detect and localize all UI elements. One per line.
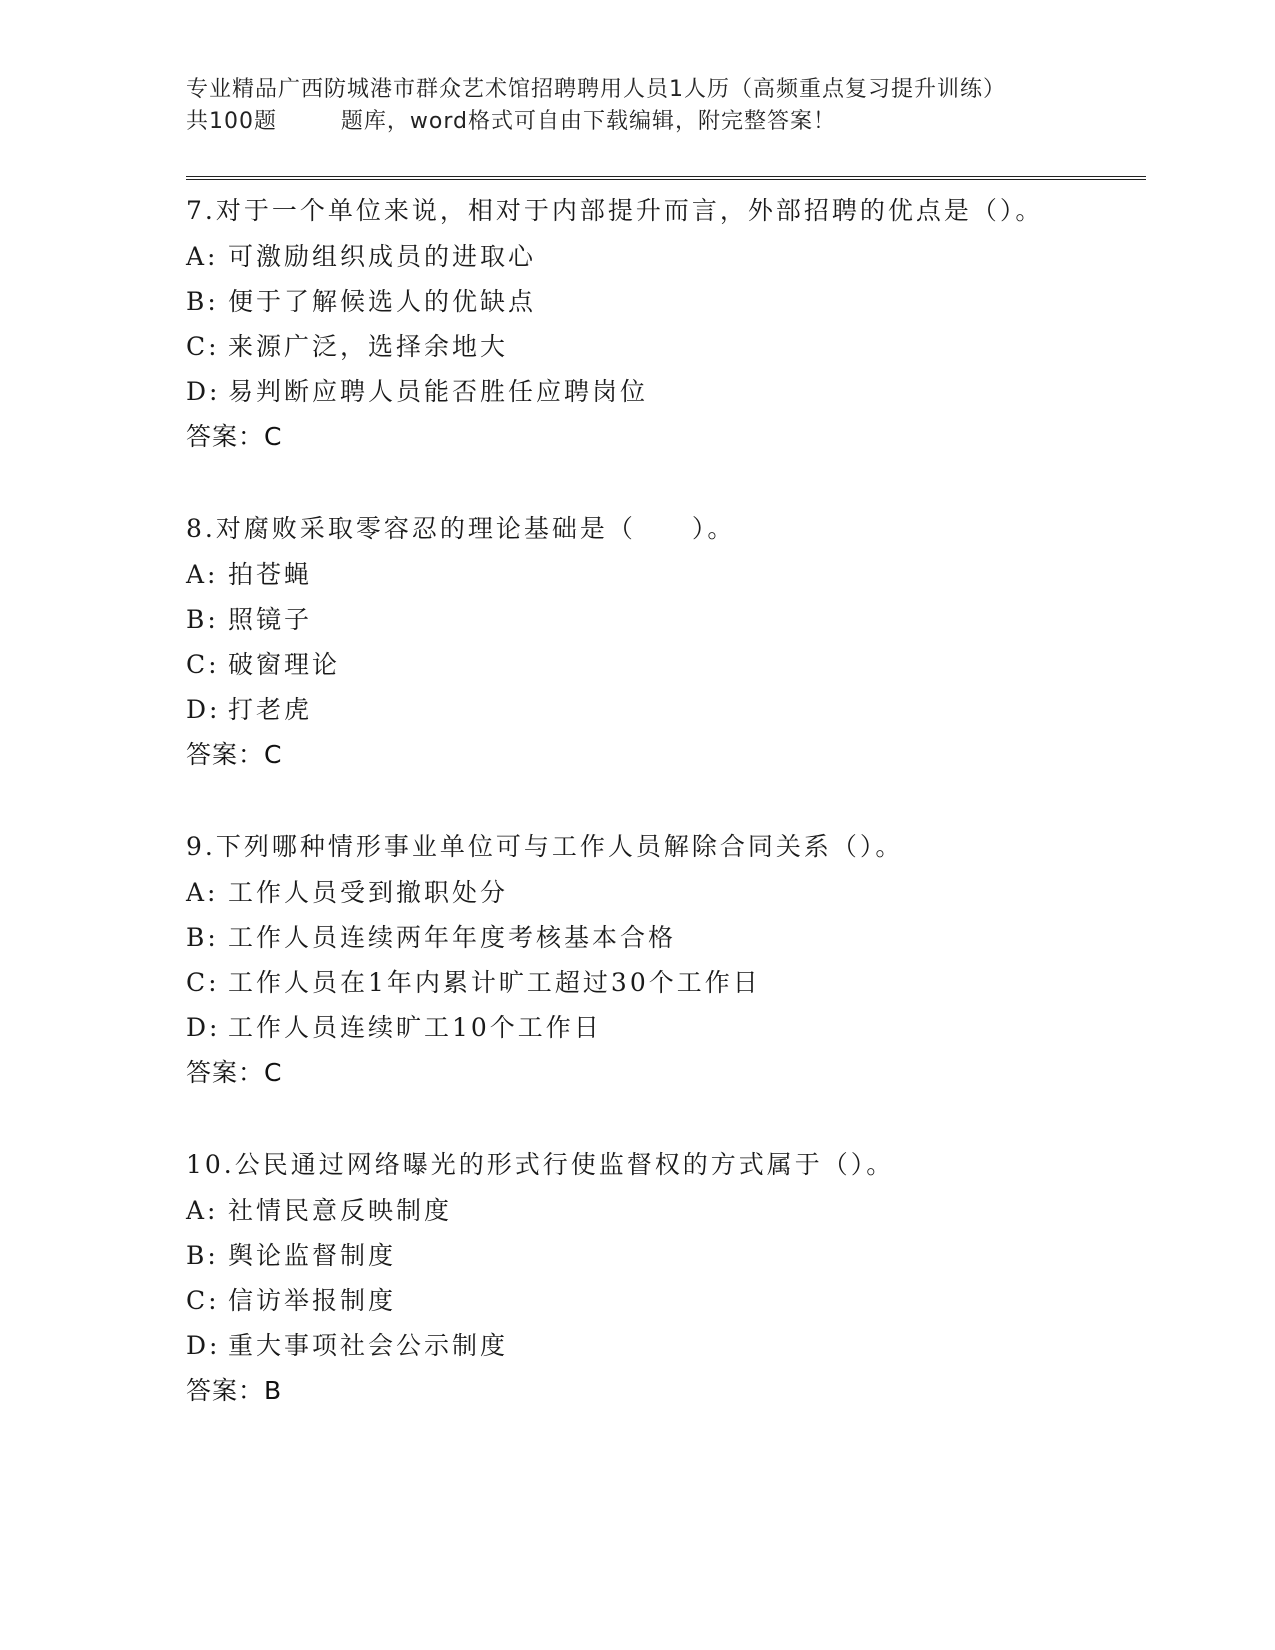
option-text: 舆论监督制度 bbox=[228, 1241, 397, 1270]
option-text: 易判断应聘人员能否胜任应聘岗位 bbox=[228, 377, 649, 406]
option-label: C: bbox=[186, 332, 220, 361]
option-b bbox=[186, 915, 1146, 960]
option-label: B: bbox=[186, 1241, 219, 1270]
question-text: 10.公民通过网络曝光的形式行使监督权的方式属于（）。 bbox=[186, 1150, 895, 1179]
option-c bbox=[186, 642, 1146, 687]
option-text: 工作人员在1年内累计旷工超过30个工作日 bbox=[228, 968, 761, 997]
option-text: 便于了解候选人的优缺点 bbox=[228, 287, 537, 316]
option-text: 打老虎 bbox=[228, 695, 313, 724]
option-text: 拍苍蝇 bbox=[228, 560, 313, 589]
option-text: 破窗理论 bbox=[228, 650, 341, 679]
header-subtitle-line: 共100题 题库，word格式可自由下载编辑，附完整答案！ bbox=[186, 109, 837, 134]
option-text: 来源广泛，选择余地大 bbox=[228, 332, 509, 361]
option-label: A: bbox=[186, 242, 219, 271]
option-text: 工作人员连续两年年度考核基本合格 bbox=[228, 923, 677, 952]
option-label: A: bbox=[186, 560, 219, 589]
question-text: 8.对腐败采取零容忍的理论基础是（ ）。 bbox=[186, 514, 736, 543]
option-text: 照镜子 bbox=[228, 605, 313, 634]
option-label: C: bbox=[186, 968, 220, 997]
option-label: B: bbox=[186, 605, 219, 634]
question-7 bbox=[186, 188, 1146, 460]
option-label: D: bbox=[186, 1013, 221, 1042]
option-label: D: bbox=[186, 695, 221, 724]
option-label: A: bbox=[186, 1196, 219, 1225]
option-c bbox=[186, 324, 1146, 369]
header-divider bbox=[186, 176, 1146, 180]
question-list bbox=[186, 188, 1146, 1460]
question-text: 9.下列哪种情形事业单位可与工作人员解除合同关系（）。 bbox=[186, 832, 904, 861]
option-d bbox=[186, 1323, 1146, 1368]
option-d bbox=[186, 1005, 1146, 1050]
option-label: B: bbox=[186, 287, 219, 316]
option-text: 工作人员连续旷工10个工作日 bbox=[228, 1013, 602, 1042]
option-text: 工作人员受到撤职处分 bbox=[228, 878, 509, 907]
option-b bbox=[186, 279, 1146, 324]
answer-line: 答案：B bbox=[186, 1376, 283, 1405]
option-label: B: bbox=[186, 923, 219, 952]
option-label: D: bbox=[186, 377, 221, 406]
option-label: C: bbox=[186, 1286, 220, 1315]
option-text: 信访举报制度 bbox=[228, 1286, 397, 1315]
option-c bbox=[186, 1278, 1146, 1323]
answer-line: 答案：C bbox=[186, 422, 283, 451]
header-title-line: 专业精品广西防城港市群众艺术馆招聘聘用人员1人历（高频重点复习提升训练） bbox=[186, 77, 1006, 102]
option-d bbox=[186, 369, 1146, 414]
option-d bbox=[186, 687, 1146, 732]
option-label: C: bbox=[186, 650, 220, 679]
option-a bbox=[186, 234, 1146, 279]
option-label: A: bbox=[186, 878, 219, 907]
option-text: 重大事项社会公示制度 bbox=[228, 1331, 509, 1360]
document-header bbox=[186, 74, 1146, 138]
question-text: 7.对于一个单位来说，相对于内部提升而言，外部招聘的优点是（）。 bbox=[186, 196, 1044, 225]
option-c bbox=[186, 960, 1146, 1005]
option-text: 社情民意反映制度 bbox=[228, 1196, 453, 1225]
question-8 bbox=[186, 506, 1146, 778]
question-10 bbox=[186, 1142, 1146, 1414]
answer-line: 答案：C bbox=[186, 1058, 283, 1087]
option-a bbox=[186, 870, 1146, 915]
option-a bbox=[186, 552, 1146, 597]
answer-line: 答案：C bbox=[186, 740, 283, 769]
question-9 bbox=[186, 824, 1146, 1096]
option-label: D: bbox=[186, 1331, 221, 1360]
option-a bbox=[186, 1188, 1146, 1233]
option-text: 可激励组织成员的进取心 bbox=[228, 242, 537, 271]
option-b bbox=[186, 597, 1146, 642]
option-b bbox=[186, 1233, 1146, 1278]
